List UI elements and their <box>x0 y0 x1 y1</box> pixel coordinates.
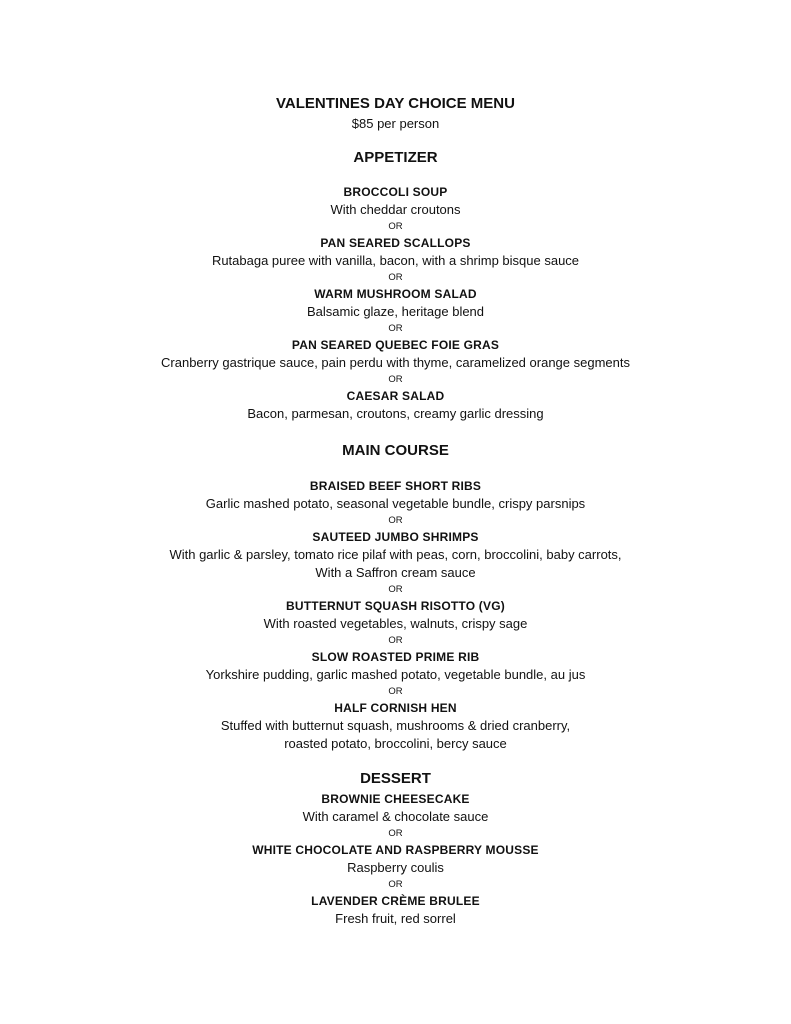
or-separator: OR <box>388 272 403 283</box>
menu-item-name: WARM MUSHROOM SALAD <box>314 287 477 301</box>
menu-item-description: Raspberry coulis <box>347 860 444 875</box>
menu-item-description: roasted potato, broccolini, bercy sauce <box>284 736 507 751</box>
or-separator: OR <box>388 221 403 232</box>
or-separator: OR <box>388 686 403 697</box>
menu-item-name: LAVENDER CRÈME BRULEE <box>311 894 480 908</box>
menu-item-name: BROCCOLI SOUP <box>343 185 448 199</box>
section-heading: MAIN COURSE <box>342 442 449 459</box>
or-separator: OR <box>388 828 403 839</box>
menu-item-description: Rutabaga puree with vanilla, bacon, with a shrimp bisque sauce <box>211 253 580 268</box>
menu-item-description: With cheddar croutons <box>330 202 461 217</box>
menu-item-description: Stuffed with butternut squash, mushrooms & dried cranberry, <box>220 718 571 733</box>
menu-item-description: With a Saffron cream sauce <box>315 565 476 580</box>
menu-item-description: Bacon, parmesan, croutons, creamy garlic dressing <box>247 406 544 421</box>
menu-item-name: CAESAR SALAD <box>346 389 445 403</box>
or-separator: OR <box>388 374 403 385</box>
section-heading: APPETIZER <box>353 149 438 166</box>
menu-price: $85 per person <box>351 116 440 131</box>
menu-item-name: HALF CORNISH HEN <box>334 701 457 715</box>
or-separator: OR <box>388 515 403 526</box>
menu-item-description: Garlic mashed potato, seasonal vegetable bundle, crispy parsnips <box>205 496 586 511</box>
menu-item-description: With garlic & parsley, tomato rice pilaf with peas, corn, broccolini, baby carrots, <box>169 547 622 562</box>
menu-item-description: Fresh fruit, red sorrel <box>335 911 456 926</box>
menu-item-name: PAN SEARED SCALLOPS <box>320 236 471 250</box>
or-separator: OR <box>388 584 403 595</box>
menu-item-description: With caramel & chocolate sauce <box>302 809 489 824</box>
or-separator: OR <box>388 879 403 890</box>
menu-item-name: BRAISED BEEF SHORT RIBS <box>309 479 482 493</box>
or-separator: OR <box>388 323 403 334</box>
menu-item-name: SAUTEED JUMBO SHRIMPS <box>312 530 479 544</box>
menu-item-description: Cranberry gastrique sauce, pain perdu with thyme, caramelized orange segments <box>161 355 630 370</box>
menu-item-name: BUTTERNUT SQUASH RISOTTO (VG) <box>286 599 505 613</box>
menu-item-name: SLOW ROASTED PRIME RIB <box>311 650 480 664</box>
menu-item-name: PAN SEARED QUEBEC FOIE GRAS <box>291 338 500 352</box>
menu-item-description: With roasted vegetables, walnuts, crispy sage <box>263 616 528 631</box>
section-heading: DESSERT <box>360 770 431 787</box>
menu-item-name: BROWNIE CHEESECAKE <box>321 792 470 806</box>
menu-item-description: Yorkshire pudding, garlic mashed potato, vegetable bundle, au jus <box>205 667 586 682</box>
menu-item-name: WHITE CHOCOLATE AND RASPBERRY MOUSSE <box>252 843 539 857</box>
menu-item-description: Balsamic glaze, heritage blend <box>306 304 485 319</box>
menu-sections <box>0 148 791 928</box>
menu-title: VALENTINES DAY CHOICE MENU <box>276 95 515 112</box>
or-separator: OR <box>388 635 403 646</box>
